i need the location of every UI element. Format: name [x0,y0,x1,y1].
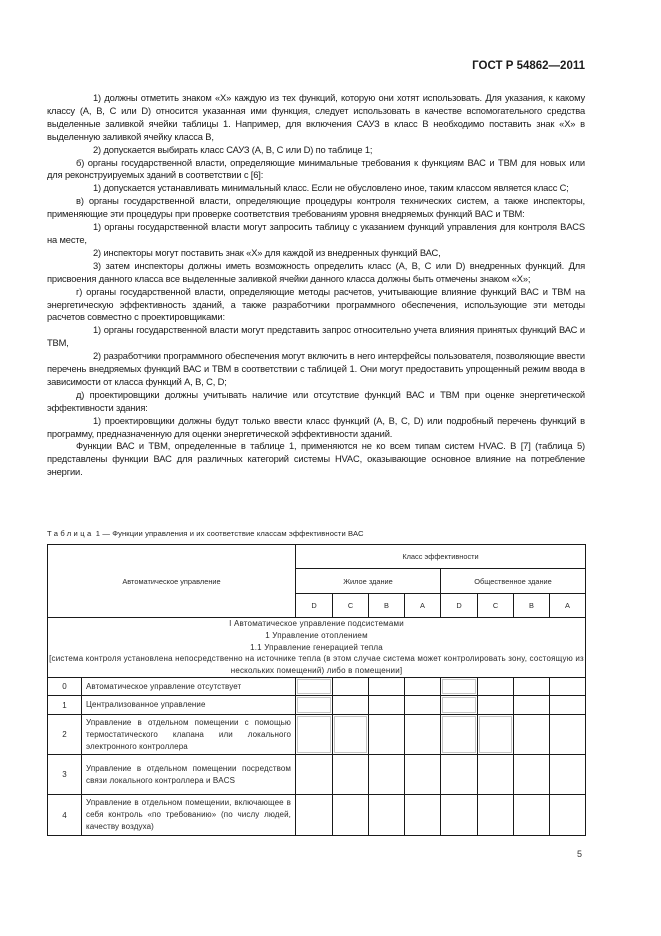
class-cell[interactable] [369,755,405,795]
class-cell[interactable] [296,715,333,755]
section-title: I Автоматическое управление подсистемами [229,619,404,628]
document-standard-number: ГОСТ Р 54862—2011 [472,60,585,72]
table-row [48,715,586,755]
table-caption-number: 1 [95,529,101,538]
class-cell[interactable] [550,795,586,835]
header-class-a: A [550,594,586,618]
header-residential-building: Жилое здание [296,569,441,594]
class-cell[interactable] [478,755,514,795]
class-cell[interactable] [550,678,586,696]
class-cell[interactable] [514,696,550,715]
class-cell[interactable] [478,795,514,835]
paragraph: д) проектировщики должны учитывать наличие или отсутствие функций ВАС и ТВМ при оценке энергетической эффективности здания: [47,389,585,413]
class-cell[interactable] [478,715,514,755]
row-description: Управление в отдельном помещении с помощью термостатического клапана или локального электронного контроллера [82,715,296,755]
class-cell[interactable] [405,678,441,696]
class-cell[interactable] [478,696,514,715]
table-row [48,696,586,715]
paragraph: 3) затем инспекторы должны иметь возможность определить класс (А, В, С или D) внедренных функций. Для присвоения данного класса все выделенные заливкой ячейки данного класса должны быть отмечены знаком «Х»; [47,260,585,284]
class-cell[interactable] [333,795,369,835]
class-cell[interactable] [550,696,586,715]
class-cell[interactable] [296,696,333,715]
class-cell[interactable] [405,715,441,755]
class-cell[interactable] [296,755,333,795]
header-class-c: C [333,594,369,618]
header-efficiency-class: Класс эффективности [296,545,586,569]
class-cell[interactable] [550,755,586,795]
row-number: 1 [48,696,82,715]
class-cell[interactable] [441,795,478,835]
class-cell[interactable] [514,678,550,696]
row-number: 3 [48,755,82,795]
paragraph: 2) разработчики программного обеспечения могут включить в него интерфейсы пользователя, позволяющие ввести перечень внедряемых функций ВАС и ТВМ в соответствии с таблицей 1. Они могут предоставить упрощенный режим ввода в зависимости от класса функций А, В, С, D; [47,351,585,387]
class-cell[interactable] [333,678,369,696]
row-description: Управление в отдельном помещении, включающее в себя контроль «по требованию» (по числу людей, качеству воздуха) [82,795,296,835]
table-row [48,795,586,835]
body-text [47,92,585,479]
class-cell[interactable] [369,715,405,755]
class-cell[interactable] [478,678,514,696]
header-class-d: D [296,594,333,618]
subsection-title: 1 Управление отоплением [265,630,368,640]
paragraph: г) органы государственной власти, определяющие методы расчетов, учитывающие влияние функций ВАС и ТВМ на энергетическую эффективность зданий, а также разработчики программного обеспечения, использующие эти методы расчетов совместно с проектировщиками: [47,286,585,323]
class-cell[interactable] [405,795,441,835]
paragraph: 1) допускается устанавливать минимальный класс. Если не обусловлено иное, таким классом является класс С; [93,183,569,194]
paragraph: 1) органы государственной власти могут запросить таблицу с указанием функций управления для контроля BACS на месте, [47,222,585,245]
class-cell[interactable] [296,678,333,696]
class-cell[interactable] [296,795,333,835]
class-cell[interactable] [514,795,550,835]
page-number: 5 [577,849,583,859]
class-cell[interactable] [441,715,478,755]
class-cell[interactable] [441,755,478,795]
paragraph: 1) проектировщики должны будут только ввести класс функций (А, В, С, D) или подробный перечень функций в программу, предназначенную для оценки энергетической эффективности зданий. [47,415,585,439]
subsubsection-title: 1.1 Управление генерацией тепла [250,642,383,652]
class-cell[interactable] [514,715,550,755]
header-public-building: Общественное здание [441,569,586,594]
table-caption-prefix: Таблица [47,529,94,538]
class-cell[interactable] [333,696,369,715]
table-row [48,678,586,696]
header-class-a: A [405,594,441,618]
class-cell[interactable] [369,678,405,696]
header-automatic-control: Автоматическое управление [48,545,296,618]
paragraph: Функции ВАС и ТВМ, определенные в таблице 1, применяются не ко всем типам систем HVAC. В [7] (таблица 5) представлены функции ВАС для различных категорий системы HVAC, оказывающие основное влияние на потребление энергии. [47,441,585,478]
paragraph: б) органы государственной власти, определяющие минимальные требования к функциям ВАС и ТВМ для новых или для реконструируемых зданий в соответствии с [6]: [47,157,585,181]
class-cell[interactable] [550,715,586,755]
paragraph: в) органы государственной власти, определяющие процедуры контроля технических систем, а также инспекторы, применяющие эти процедуры при проверке соответствия требованиям уровня внедряемых функций ВАС и ТВМ: [47,196,585,220]
class-cell[interactable] [369,696,405,715]
class-cell[interactable] [333,715,369,755]
table-caption-text: — Функции управления и их соответствие классам эффективности ВАС [102,529,364,538]
class-cell[interactable] [514,755,550,795]
class-cell[interactable] [405,696,441,715]
efficiency-classes-table [47,544,586,836]
class-cell[interactable] [441,678,478,696]
section-note: [система контроля установлена непосредственно на источнике тепла (в этом случае система может контролировать зону, состоящую из нескольких помещений) либо в помещении] [49,654,584,676]
row-number: 4 [48,795,82,835]
class-cell[interactable] [441,696,478,715]
row-description: Автоматическое управление отсутствует [82,678,296,696]
section-heading [48,618,586,678]
header-class-b: B [514,594,550,618]
row-number: 2 [48,715,82,755]
paragraph: 2) допускается выбирать класс САУЗ (А, В, С или D) по таблице 1; [93,144,373,155]
paragraph: 1) должны отметить знаком «Х» каждую из тех функций, которую они хотят использовать. Для указания, к какому классу (А, В, С или D) относится указанная ими функция, следует использовать в качестве вспомогательного средства выделенные заливкой ячейки таблицы 1. Например, для включения САУЗ в класс В необходимо поставить знак «Х» в выделенную заливкой ячейку класса В, [47,93,585,142]
row-description: Управление в отдельном помещении посредством связи локального контроллера и BACS [82,755,296,795]
table-caption [47,529,364,538]
paragraph: 1) органы государственной власти могут представить запрос относительно учета влияния принятых функций ВАС и ТВМ, [47,325,585,349]
row-description: Централизованное управление [82,696,296,715]
class-cell[interactable] [333,755,369,795]
header-class-d: D [441,594,478,618]
header-class-c: C [478,594,514,618]
paragraph: 2) инспекторы могут поставить знак «Х» для каждой из внедренных функций ВАС, [93,247,441,258]
header-class-b: B [369,594,405,618]
table-row [48,755,586,795]
class-cell[interactable] [405,755,441,795]
row-number: 0 [48,678,82,696]
class-cell[interactable] [369,795,405,835]
